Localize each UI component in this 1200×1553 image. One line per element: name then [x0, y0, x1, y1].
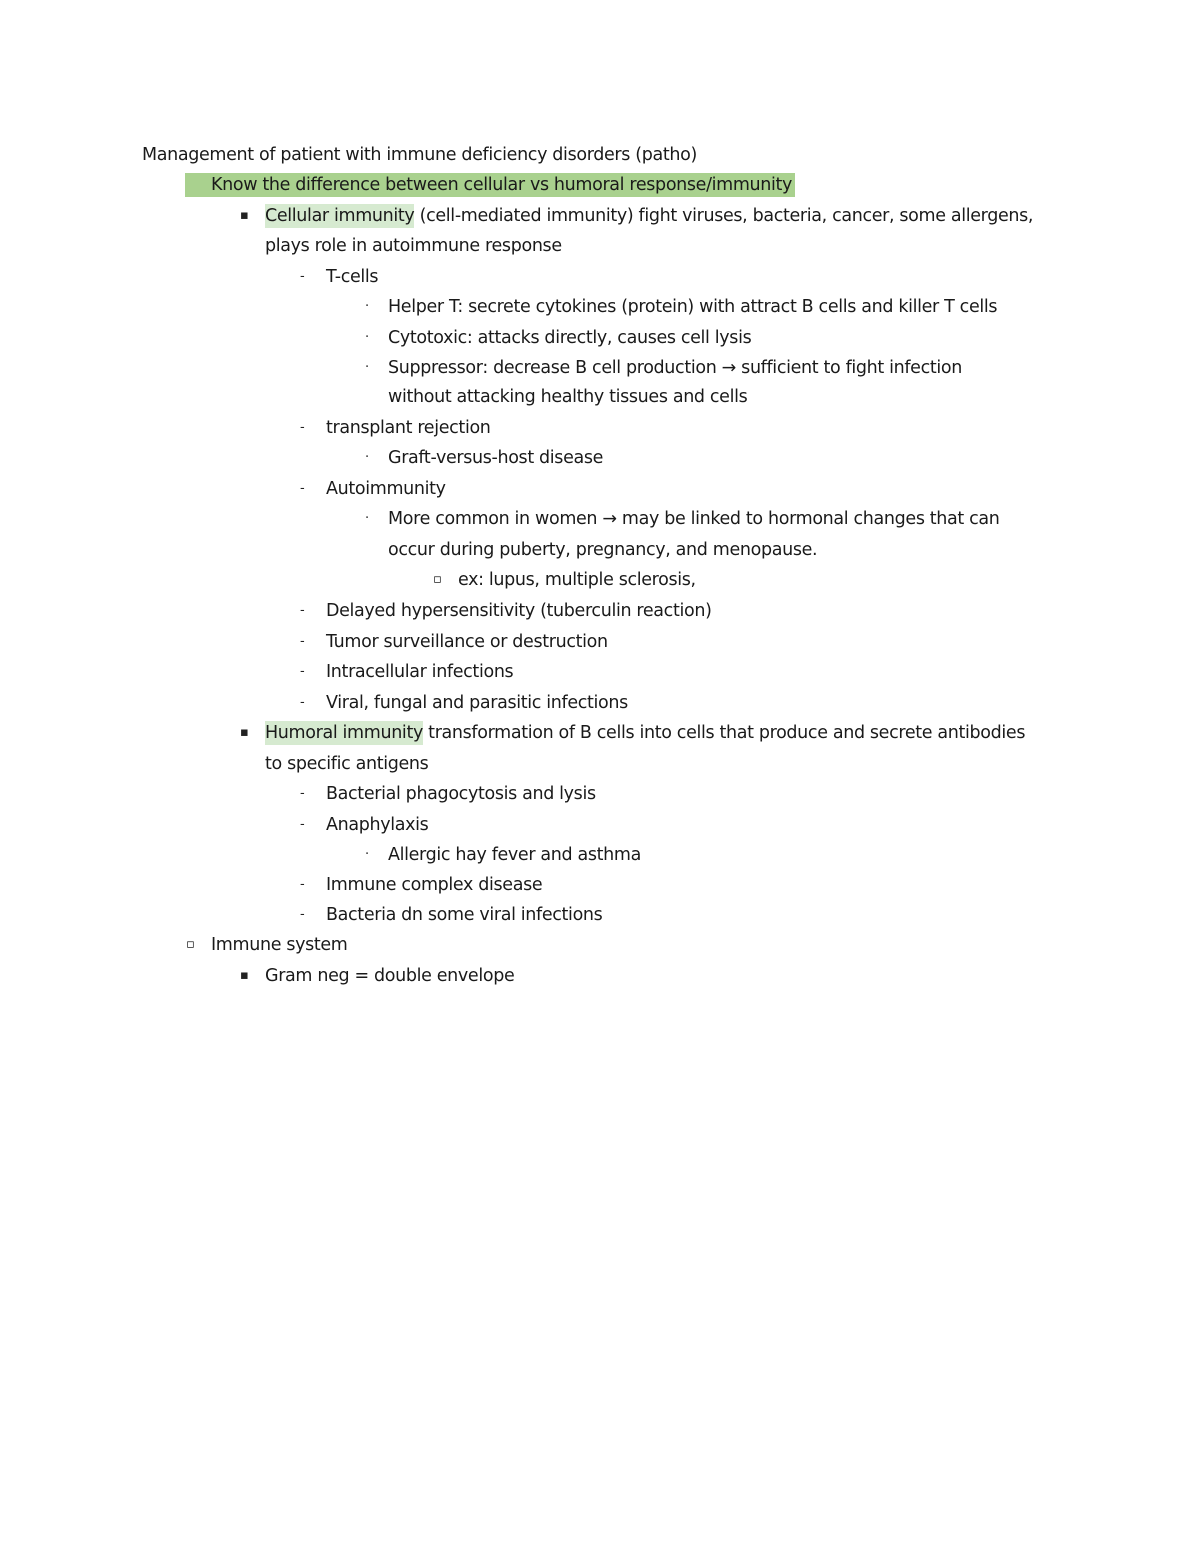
level3-dash-icon: -	[300, 420, 305, 435]
humoral-immunity-description: transformation of B cells into cells that produce and secrete antibodies	[422, 723, 1026, 743]
autoimmunity-note: More common in women → may be linked to hormonal changes that can	[388, 509, 1000, 529]
helper-t-item: Helper T: secrete cytokines (protein) with attract B cells and killer T cells	[388, 297, 998, 317]
transplant-rejection-label: transplant rejection	[326, 418, 491, 438]
level3-dash-icon: -	[300, 664, 305, 679]
document-title: Management of patient with immune deficiency disorders (patho)	[142, 145, 697, 165]
tcells-label: T-cells	[326, 267, 379, 287]
level5-bullet-icon: ▫	[433, 572, 442, 587]
level3-dash-icon: -	[300, 907, 305, 922]
autoimmunity-label: Autoimmunity	[326, 479, 446, 499]
level3-dash-icon: -	[300, 786, 305, 801]
intracellular-infections-item: Intracellular infections	[326, 662, 514, 682]
gram-neg-item: Gram neg = double envelope	[265, 966, 515, 986]
section-heading-immune-system: Immune system	[211, 935, 348, 955]
tumor-surveillance-item: Tumor surveillance or destruction	[326, 632, 608, 652]
level1-bullet-icon: ▫	[186, 937, 195, 952]
level4-dot-icon: ·	[365, 511, 370, 526]
suppressor-item-cont: without attacking healthy tissues and cells	[388, 387, 748, 407]
cellular-immunity-description-cont: plays role in autoimmune response	[265, 236, 562, 256]
cellular-immunity-description: (cell-mediated immunity) fight viruses, bacteria, cancer, some allergens,	[414, 206, 1034, 226]
bacteria-viral-item: Bacteria dn some viral infections	[326, 905, 603, 925]
cellular-immunity-term: Cellular immunity	[265, 206, 415, 226]
cellular-immunity-line	[265, 204, 1033, 228]
heading-highlight: Know the difference between cellular vs humoral response/immunity	[185, 173, 795, 197]
allergic-item: Allergic hay fever and asthma	[388, 845, 641, 865]
delayed-hypersensitivity-item: Delayed hypersensitivity (tuberculin reaction)	[326, 601, 712, 621]
level2-bullet-icon: ▪	[240, 968, 249, 983]
humoral-immunity-description-cont: to specific antigens	[265, 754, 429, 774]
cytotoxic-item: Cytotoxic: attacks directly, causes cell lysis	[388, 328, 752, 348]
level3-dash-icon: -	[300, 603, 305, 618]
autoimmunity-note-cont: occur during puberty, pregnancy, and menopause.	[388, 540, 818, 560]
level3-dash-icon: -	[300, 634, 305, 649]
level3-dash-icon: -	[300, 817, 305, 832]
gvhd-item: Graft-versus-host disease	[388, 448, 604, 468]
bacterial-phagocytosis-item: Bacterial phagocytosis and lysis	[326, 784, 596, 804]
viral-fungal-item: Viral, fungal and parasitic infections	[326, 693, 628, 713]
level3-dash-icon: -	[300, 877, 305, 892]
level4-dot-icon: ·	[365, 360, 370, 375]
level4-dot-icon: ·	[365, 330, 370, 345]
anaphylaxis-label: Anaphylaxis	[326, 815, 429, 835]
level4-dot-icon: ·	[365, 299, 370, 314]
level4-dot-icon: ·	[365, 847, 370, 862]
autoimmunity-example: ex: lupus, multiple sclerosis,	[458, 570, 696, 590]
level2-bullet-icon: ▪	[240, 725, 249, 740]
humoral-immunity-line	[265, 721, 1025, 745]
section-heading-cellular-vs-humoral	[211, 173, 795, 197]
level3-dash-icon: -	[300, 269, 305, 284]
level2-bullet-icon: ▪	[240, 208, 249, 223]
humoral-immunity-term: Humoral immunity	[265, 723, 423, 743]
level4-dot-icon: ·	[365, 450, 370, 465]
suppressor-item: Suppressor: decrease B cell production → sufficient to fight infection	[388, 358, 962, 378]
immune-complex-item: Immune complex disease	[326, 875, 543, 895]
level3-dash-icon: -	[300, 481, 305, 496]
level3-dash-icon: -	[300, 695, 305, 710]
